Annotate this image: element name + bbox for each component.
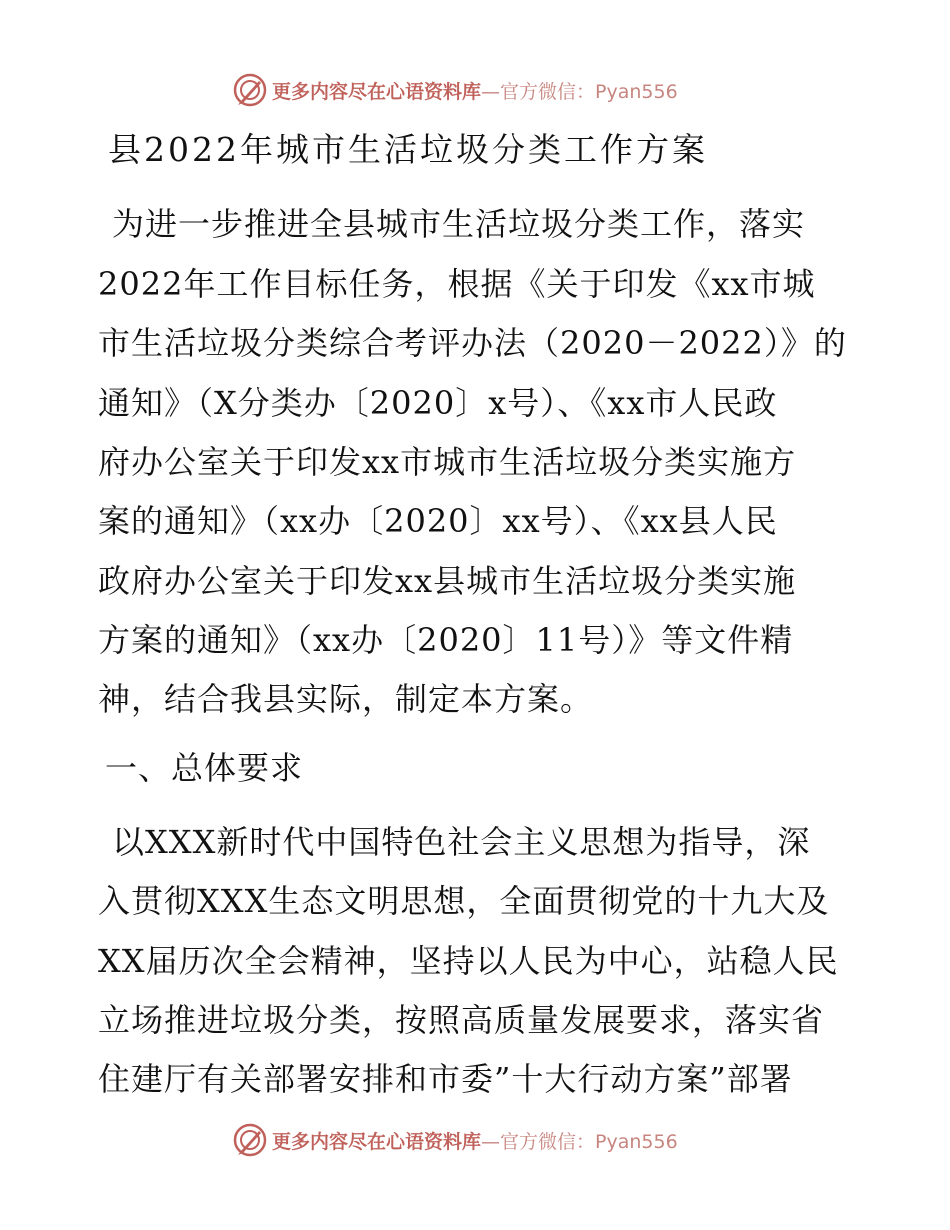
watermark-main-text: 更多内容尽在心语资料库 — [272, 80, 482, 103]
header-watermark — [232, 71, 678, 109]
paragraph-line: 通知》（X分类办〔2020〕x号）、《xx市人民政 — [98, 384, 778, 422]
watermark-sub-text: —官方微信：Pyan556 — [481, 80, 678, 103]
paragraph-line: 入贯彻XXX生态文明思想，全面贯彻党的十九大及 — [98, 882, 830, 920]
document-title: 县2022年城市生活垃圾分类工作方案 — [108, 130, 708, 169]
footer-watermark — [232, 1121, 678, 1159]
paragraph-line: XX届历次全会精神，坚持以人民为中心，站稳人民 — [98, 942, 839, 980]
watermark-text — [272, 77, 678, 104]
pen-logo-icon — [232, 1122, 268, 1158]
watermark-main-text: 更多内容尽在心语资料库 — [272, 1130, 482, 1153]
paragraph-line: 以XXX新时代中国特色社会主义思想为指导，深 — [112, 823, 811, 861]
paragraph-line: 府办公室关于印发xx市城市生活垃圾分类实施方 — [98, 443, 797, 481]
paragraph-line: 神，结合我县实际，制定本方案。 — [98, 680, 594, 718]
paragraph-line: 2022年工作目标任务，根据《关于印发《xx市城 — [98, 265, 816, 303]
paragraph-line: 为进一步推进全县城市生活垃圾分类工作，落实 — [112, 205, 806, 243]
watermark-text — [272, 1127, 678, 1154]
watermark-sub-text: —官方微信：Pyan556 — [481, 1130, 678, 1153]
paragraph-line: 住建厅有关部署安排和市委”十大行动方案”部署 — [98, 1060, 793, 1098]
paragraph-line: 方案的通知》（xx办〔2020〕11号）》等文件精 — [98, 621, 794, 659]
paragraph-line: 案的通知》（xx办〔2020〕xx号）、《xx县人民 — [98, 502, 778, 540]
paragraph-line: 立场推进垃圾分类，按照高质量发展要求，落实省 — [98, 1001, 825, 1039]
pen-logo-icon — [232, 72, 268, 108]
paragraph-line: 市生活垃圾分类综合考评办法（2020－2022）》的 — [98, 324, 847, 362]
paragraph-line: 政府办公室关于印发xx县城市生活垃圾分类实施 — [98, 562, 797, 600]
section-heading: 一、总体要求 — [105, 749, 304, 787]
